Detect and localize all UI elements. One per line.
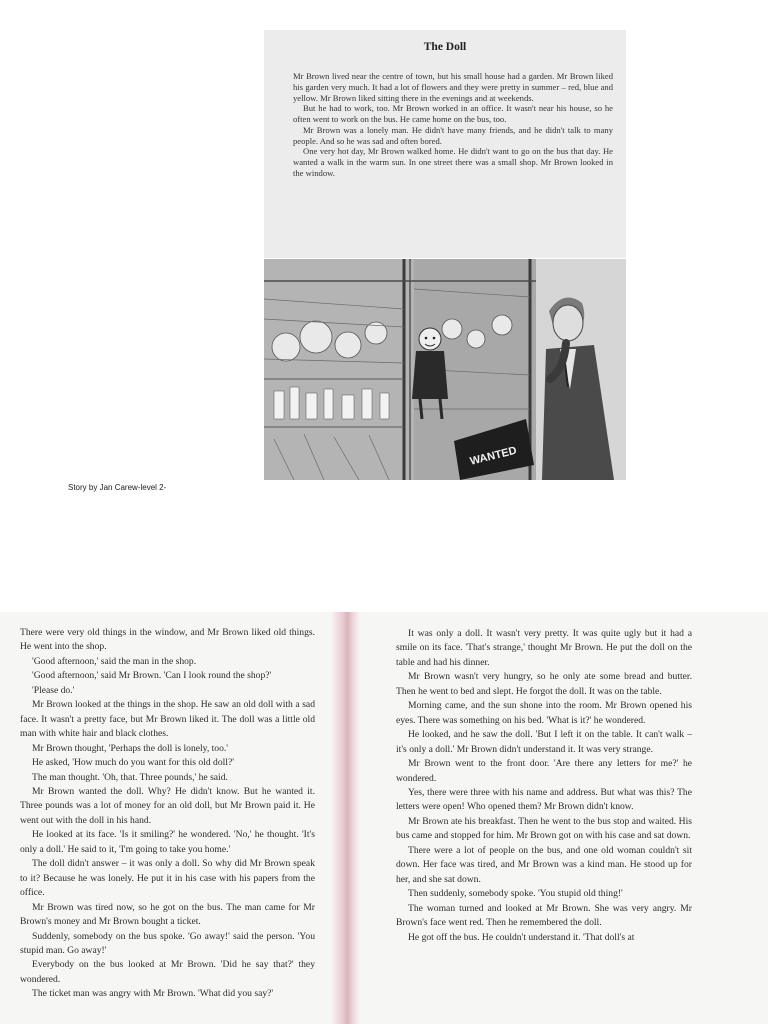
paragraph: He looked at its face. 'Is it smiling?' he wondered. 'No,' he thought. 'It's only a doll.' He said to it, 'I'm going to take you home.' (20, 829, 315, 855)
intro-paragraph: Mr Brown lived near the centre of town, but his small house had a garden. Mr Brown liked his garden very much. It had a lot of flowers and they were pretty in summer – red, blue and yellow. Mr Brown liked sitting there in the evenings and at weekends. (293, 71, 613, 103)
paragraph: The ticket man was angry with Mr Brown. 'What did you say?' (32, 988, 274, 1000)
paragraph: There were very old things in the window, and Mr Brown liked old things. He went into the shop. (20, 627, 315, 653)
right-page-column (396, 627, 692, 945)
paragraph: He got off the bus. He couldn't understand it. 'That doll's at (408, 931, 635, 943)
intro-paragraph: But he had to work, too. Mr Brown worked in an office. It wasn't near his house, so he often went to work on the bus. He came home on the bus, too. (293, 103, 613, 124)
paragraph: Then suddenly, somebody spoke. 'You stupid old thing!' (408, 888, 623, 900)
paragraph: Mr Brown was tired now, so he got on the bus. The man came for Mr Brown's money and Mr Brown bought a ticket. (20, 901, 315, 928)
paragraph: The man thought. 'Oh, that. Three pounds,' he said. (32, 771, 228, 783)
paragraph: Morning came, and the sun shone into the room. Mr Brown opened his eyes. There was something on his bed. 'What is it?' he wondered. (396, 700, 692, 726)
paragraph: 'Good afternoon,' said the man in the shop. (32, 655, 197, 667)
paragraph: Mr Brown thought, 'Perhaps the doll is lonely, too.' (32, 742, 229, 754)
paragraph: Suddenly, somebody on the bus spoke. 'Go away!' said the person. 'You stupid man. Go away!' (20, 930, 315, 956)
left-page-column (20, 626, 315, 1002)
shop-window-illustration (264, 259, 626, 480)
paragraph: 'Please do.' (32, 684, 75, 696)
paragraph: 'Good afternoon,' said Mr Brown. 'Can I look round the shop?' (32, 670, 272, 682)
paragraph: Mr Brown wasn't very hungry, so he only ate some bread and butter. Then he went to bed and slept. He forgot the doll. It was on the table. (396, 671, 692, 697)
wanted-sign-text: WANTED (468, 444, 518, 468)
paragraph: Mr Brown looked at the things in the shop. He saw an old doll with a sad face. It wasn't a pretty face, but Mr Brown liked it. The doll was a little old man with white hair and black clothes. (20, 699, 315, 740)
paragraph: It was only a doll. It wasn't very pretty. It was quite ugly but it had a smile on its face. 'That's strange,' thought Mr Brown. He put the doll on the table and had his dinner. (396, 628, 692, 668)
paragraph: Everybody on the bus looked at Mr Brown. 'Did he say that?' they wondered. (20, 959, 315, 985)
paragraph: There were a lot of people on the bus, and one old woman couldn't sit down. Her face was tired, and Mr Brown was a kind man. He stood up for her, and she sat down. (396, 844, 692, 885)
intro-paragraph: One very hot day, Mr Brown walked home. He didn't want to go on the bus that day. He wanted a walk in the warm sun. In one street there was a small shop. Mr Brown looked in the window. (293, 146, 613, 178)
paragraph: The woman turned and looked at Mr Brown. She was very angry. Mr Brown's face went red. Then he remembered the doll. (396, 902, 692, 929)
book-gutter (332, 612, 360, 1024)
story-credit: Story by Jan Carew-level 2- (68, 483, 167, 492)
story-title: The Doll (423, 41, 467, 53)
paragraph: Yes, there were three with his name and address. But what was this? The letters were open! Who opened them? Mr Brown didn't know. (396, 786, 692, 813)
paragraph: Mr Brown wanted the doll. Why? He didn't know. But he wanted it. Three pounds was a lot of money for an old doll, but Mr Brown paid it. He went out with the doll in his hand. (20, 785, 315, 826)
shop-window-drawing (264, 259, 626, 480)
paragraph: He looked, and he saw the doll. 'But I left it on the table. It can't walk – it's only a doll.' Mr Brown didn't understand it. It was very strange. (396, 729, 692, 755)
story-intro (293, 71, 613, 179)
paragraph: The doll didn't answer – it was only a doll. So why did Mr Brown speak to it? Because he was lonely. He put it in his case with his papers from the office. (20, 858, 315, 899)
paragraph: He asked, 'How much do you want for this old doll?' (32, 757, 234, 769)
paragraph: Mr Brown ate his breakfast. Then he went to the bus stop and waited. His bus came and stopped for him. Mr Brown got on with his case and sat down. (396, 815, 692, 842)
paragraph: Mr Brown went to the front door. 'Are there any letters for me?' he wondered. (396, 758, 692, 784)
intro-paragraph: Mr Brown was a lonely man. He didn't have many friends, and he didn't talk to many people. And so he was sad and often bored. (293, 124, 613, 146)
